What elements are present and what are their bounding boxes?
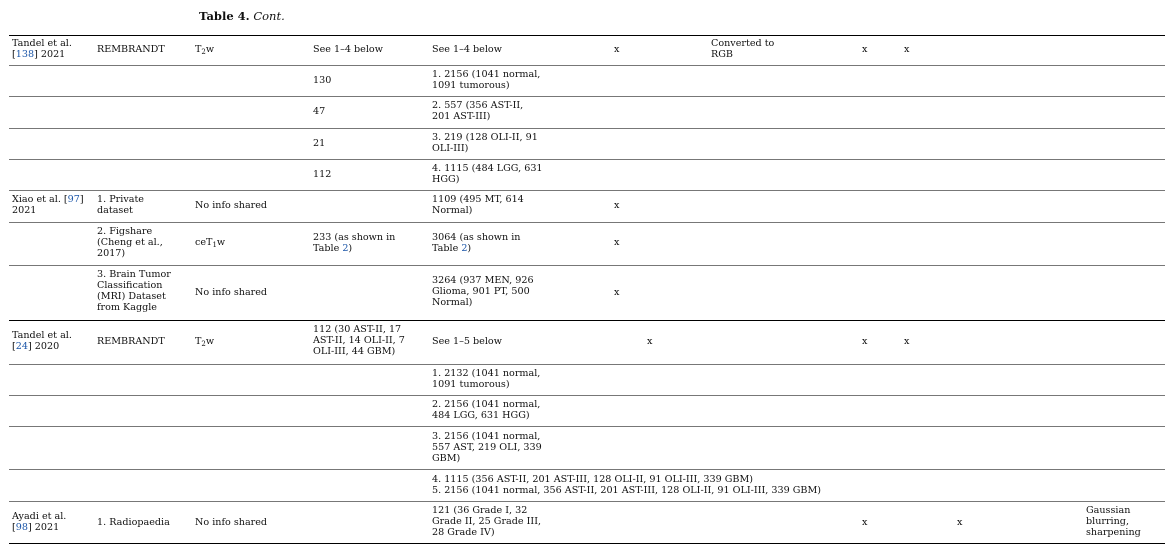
cell-col5: 2. 557 (356 AST-II, 201 AST-III) xyxy=(432,100,524,122)
cell-col5: 4. 1115 (356 AST-II, 201 AST-III, 128 OLI-II, 91 OLI-III, 339 GBM) 5. 2156 (1041 normal, 356 AST-II, 201 AST-III, 128 OLI-II, 91 OLI-III, 339 GBM) xyxy=(432,474,822,496)
cell-preprocessing: Converted to RGB xyxy=(711,38,775,60)
cell-col5: 1. 2132 (1041 normal, 1091 tumorous) xyxy=(432,368,541,390)
row-rule xyxy=(9,159,1165,160)
mark-x: x xyxy=(614,237,620,248)
cell-col4: 47 xyxy=(313,106,326,117)
citation-link[interactable]: 24 xyxy=(15,341,28,352)
row-rule xyxy=(9,65,1165,66)
cell-sequence: $T_2w$ xyxy=(195,336,215,348)
cell-dataset: REMBRANDT xyxy=(97,336,165,347)
citation-link[interactable]: 138 xyxy=(15,49,35,60)
row-rule xyxy=(9,501,1165,502)
row-rule xyxy=(9,128,1165,129)
cell-dataset: 1. Radiopaedia xyxy=(97,517,170,528)
cell-col5: 2. 2156 (1041 normal, 484 LGG, 631 HGG) xyxy=(432,399,541,421)
cell-dataset: 3. Brain Tumor Classification (MRI) Dataset from Kaggle xyxy=(97,269,171,313)
cell-author: Ayadi et al. [98] 2021 xyxy=(12,511,67,533)
cell-col5: See 1–4 below xyxy=(432,44,502,55)
row-rule xyxy=(9,320,1165,321)
cell-col4: 112 xyxy=(313,169,332,180)
row-rule xyxy=(9,222,1165,223)
cell-col5: 3. 2156 (1041 normal, 557 AST, 219 OLI, 339 GBM) xyxy=(432,431,542,464)
cell-col4: 21 xyxy=(313,138,326,149)
table-caption xyxy=(199,9,285,23)
cell-sequence: No info shared xyxy=(195,287,268,298)
cell-col4: 233 (as shown in Table 2) xyxy=(313,232,396,254)
cell-sequence: ceT$_1$w xyxy=(195,237,226,249)
mark-x: x xyxy=(862,44,868,55)
mark-x: x xyxy=(862,336,868,347)
row-rule xyxy=(9,96,1165,97)
cell-dataset: 2. Figshare (Cheng et al., 2017) xyxy=(97,226,163,259)
cell-col5: 3264 (937 MEN, 926 Glioma, 901 PT, 500 Normal) xyxy=(432,275,534,308)
cell-author: Xiao et al. [97] 2021 xyxy=(12,194,84,216)
cell-sequence: No info shared xyxy=(195,200,268,211)
citation-link[interactable]: 97 xyxy=(67,194,80,205)
mark-x: x xyxy=(647,336,653,347)
cell-col5: 4. 1115 (484 LGG, 631 HGG) xyxy=(432,163,543,185)
mark-x: x xyxy=(614,287,620,298)
mark-x: x xyxy=(957,517,963,528)
row-rule xyxy=(9,265,1165,266)
table-top-rule xyxy=(9,35,1165,36)
caption-text: Cont. xyxy=(253,9,285,23)
table-bottom-rule xyxy=(9,543,1165,544)
cell-col5: 3064 (as shown in Table 2) xyxy=(432,232,521,254)
cell-dataset: REMBRANDT xyxy=(97,44,165,55)
cell-sequence: $T_2w$ xyxy=(195,44,215,56)
cell-sequence: No info shared xyxy=(195,517,268,528)
cell-col4: 130 xyxy=(313,75,332,86)
row-rule xyxy=(9,469,1165,470)
row-rule xyxy=(9,395,1165,396)
mark-x: x xyxy=(614,44,620,55)
table-ref-link[interactable]: 2 xyxy=(461,243,468,254)
citation-link[interactable]: 98 xyxy=(15,522,28,533)
row-rule xyxy=(9,426,1165,427)
cell-col5: 3. 219 (128 OLI-II, 91 OLI-III) xyxy=(432,132,538,154)
cell-author: Tandel et al. [138] 2021 xyxy=(12,38,72,60)
cell-author: Tandel et al. [24] 2020 xyxy=(12,330,72,352)
cell-col5: 1. 2156 (1041 normal, 1091 tumorous) xyxy=(432,69,541,91)
cell-col4: See 1–4 below xyxy=(313,44,383,55)
mark-x: x xyxy=(614,200,620,211)
cell-col5: 1109 (495 MT, 614 Normal) xyxy=(432,194,524,216)
cell-preprocessing: Gaussian blurring, sharpening xyxy=(1086,505,1141,538)
row-rule xyxy=(9,364,1165,365)
cell-col5: See 1–5 below xyxy=(432,336,502,347)
mark-x: x xyxy=(862,517,868,528)
mark-x: x xyxy=(904,44,910,55)
cell-dataset: 1. Private dataset xyxy=(97,194,144,216)
mark-x: x xyxy=(904,336,910,347)
cell-col5: 121 (36 Grade I, 32 Grade II, 25 Grade III, 28 Grade IV) xyxy=(432,505,542,538)
table-ref-link[interactable]: 2 xyxy=(342,243,349,254)
cell-col4: 112 (30 AST-II, 17 AST-II, 14 OLI-II, 7 OLI-III, 44 GBM) xyxy=(313,324,405,357)
caption-label: Table 4. xyxy=(199,9,250,23)
row-rule xyxy=(9,190,1165,191)
